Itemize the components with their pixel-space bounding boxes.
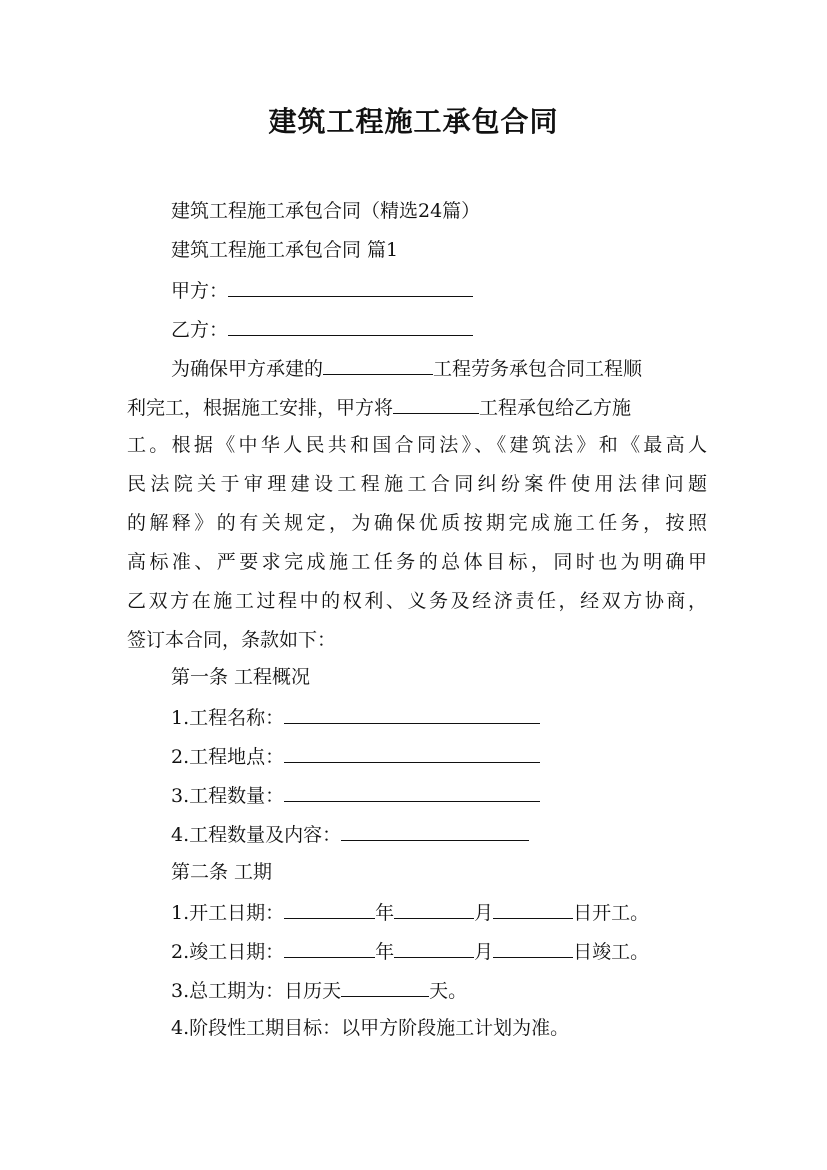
item-project-content [171, 820, 711, 848]
intro-line-5: 的解释》的有关规定，为确保优质按期完成施工任务，按照 [127, 512, 707, 534]
item-project-quantity-label: 3.工程数量： [171, 785, 285, 807]
start-date-label: 1.开工日期： [171, 902, 285, 924]
article-heading: 建筑工程施工承包合同 篇1 [171, 239, 399, 261]
item-project-quantity-blank [284, 781, 540, 802]
item-project-name-label: 1.工程名称： [171, 707, 285, 729]
total-period-line [171, 976, 711, 1004]
total-period-label: 3.总工期为：日历天 [171, 980, 342, 1002]
start-day-label: 日开工。 [573, 902, 650, 924]
section2-heading: 第二条 工期 [171, 861, 273, 883]
start-date-line [171, 898, 711, 926]
intro-line-6: 高标准、严要求完成施工任务的总体目标，同时也为明确甲 [127, 551, 707, 573]
finish-date-line [171, 937, 711, 965]
intro-l1-b: 工程劳务承包合同工程顺 [433, 358, 643, 380]
total-days-blank [341, 976, 429, 997]
item-project-location [171, 742, 711, 770]
intro-line-2 [127, 393, 707, 421]
intro-line-3: 工。根据《中华人民共和国合同法》、《建筑法》和《最高人 [127, 434, 707, 456]
party-a-label: 甲方： [171, 280, 229, 302]
start-day-blank [493, 898, 573, 919]
intro-l2-b: 工程承包给乙方施 [479, 397, 632, 419]
document-subtitle: 建筑工程施工承包合同（精选24篇） [171, 200, 481, 222]
party-a-line [171, 276, 711, 304]
project-blank [393, 393, 479, 414]
item-project-location-label: 2.工程地点： [171, 746, 285, 768]
finish-year-label: 年 [375, 941, 395, 963]
item-project-content-blank [341, 820, 529, 841]
finish-month-blank [394, 937, 474, 958]
intro-line-8: 签订本合同，条款如下： [127, 629, 337, 651]
item-project-quantity [171, 781, 711, 809]
project-name-blank [323, 354, 433, 375]
intro-l2-a: 利完工，根据施工安排，甲方将 [127, 397, 394, 419]
item-project-name-blank [284, 703, 540, 724]
finish-day-label: 日竣工。 [573, 941, 650, 963]
party-b-line [171, 315, 711, 343]
item-project-location-blank [284, 742, 540, 763]
section1-heading: 第一条 工程概况 [171, 666, 311, 688]
start-month-label: 月 [474, 902, 494, 924]
finish-day-blank [493, 937, 573, 958]
party-b-label: 乙方： [171, 319, 229, 341]
document-title: 建筑工程施工承包合同 [268, 105, 559, 138]
intro-line-1 [171, 354, 711, 382]
item-project-content-label: 4.工程数量及内容： [171, 824, 342, 846]
total-period-unit: 天。 [429, 980, 468, 1002]
milestone-line: 4.阶段性工期目标：以甲方阶段施工计划为准。 [171, 1017, 570, 1039]
finish-month-label: 月 [474, 941, 494, 963]
intro-l1-a: 为确保甲方承建的 [171, 358, 324, 380]
start-month-blank [394, 898, 474, 919]
party-b-blank [228, 315, 473, 336]
start-year-blank [284, 898, 375, 919]
intro-line-4: 民法院关于审理建设工程施工合同纠纷案件使用法律问题 [127, 473, 707, 495]
intro-line-7: 乙双方在施工过程中的权利、义务及经济责任，经双方协商， [127, 590, 707, 612]
party-a-blank [228, 276, 473, 297]
finish-date-label: 2.竣工日期： [171, 941, 285, 963]
finish-year-blank [284, 937, 375, 958]
start-year-label: 年 [375, 902, 395, 924]
item-project-name [171, 703, 711, 731]
